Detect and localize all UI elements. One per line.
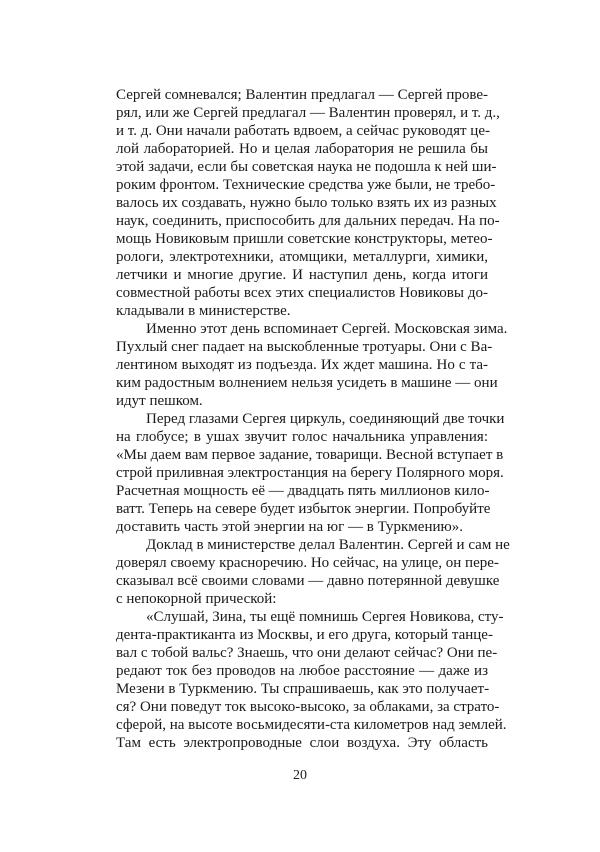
text-line: Расчетная мощность её — двадцать пять миллионов кило-	[116, 483, 490, 499]
text-line: идут пешком.	[116, 393, 203, 409]
text-line: дента-практиканта из Москвы, и его друга, который танце-	[116, 627, 493, 643]
text-line: лентином выходят из подъезда. Их ждет машина. Но с та-	[116, 357, 488, 373]
text-line: Доклад в министерстве делал Валентин. Сергей и сам не	[146, 537, 510, 553]
text-line: летчики и многие другие. И наступил день, когда итоги	[116, 267, 488, 283]
text-line: лой лабораторией. Но и целая лаборатория не решила бы	[116, 141, 488, 157]
text-line: валось их создавать, нужно было только взять их из разных	[116, 195, 497, 211]
text-line: сказывал всё своими словами — давно потерянной девушке	[116, 573, 500, 589]
paragraph	[116, 86, 500, 320]
text-line: рологи, электротехники, атомщики, металлурги, химики,	[116, 249, 488, 265]
body-text	[116, 86, 510, 752]
text-line: вал с тобой вальс? Знаешь, что они делают сейчас? Они пе-	[116, 645, 498, 661]
text-line: Пухлый снег падает на выскобленные тротуары. Они с Ва-	[116, 339, 493, 355]
text-line: рял, или же Сергей предлагал — Валентин проверял, и т. д.,	[116, 105, 500, 121]
text-line: ватт. Теперь на севере будет избыток энергии. Попробуйте	[116, 501, 491, 517]
text-line: кладывали в министерстве.	[116, 303, 291, 319]
text-line: этой задачи, если бы советская наука не подошла к ней ши-	[116, 159, 497, 175]
text-line: на глобусе; в ушах звучит голос начальника управления:	[116, 429, 488, 445]
text-line: «Мы даем вам первое задание, товарищи. Весной вступает в	[116, 447, 504, 463]
text-line: с непокорной прической:	[116, 591, 277, 607]
text-line: Там есть электропроводные слои воздуха. Эту область	[116, 735, 488, 751]
text-line: доверял своему красноречию. Но сейчас, на улице, он пере-	[116, 555, 499, 571]
text-line: редают ток без проводов на любое расстояние — даже из	[116, 663, 488, 679]
text-line: ким радостным волнением нельзя усидеть в машине — они	[116, 375, 498, 391]
text-line: мощь Новиковым пришли советские конструкторы, метео-	[116, 231, 493, 247]
text-line: наук, соединить, приспособить для дальних передач. На по-	[116, 213, 500, 229]
text-line: строй приливная электростанция на берегу Полярного моря.	[116, 465, 504, 481]
text-line: сферой, на высоте восьмидесяти-ста километров над землей.	[116, 717, 507, 733]
paragraph	[116, 536, 510, 608]
text-line: ся? Они поведут ток высоко-высоко, за облаками, за страто-	[116, 699, 500, 715]
text-line: «Слушай, Зина, ты ещё помнишь Сергея Новикова, сту-	[146, 609, 504, 625]
paragraph	[116, 410, 505, 536]
text-line: доставить часть этой энергии на юг — в Туркмению».	[116, 519, 463, 535]
paragraph	[116, 320, 508, 410]
text-line: Именно этот день вспоминает Сергей. Московская зима.	[146, 321, 508, 337]
text-line: совместной работы всех этих специалистов Новиковы до-	[116, 285, 488, 301]
paragraph	[116, 608, 507, 752]
text-line: Перед глазами Сергея циркуль, соединяющий две точки	[146, 411, 505, 427]
page-number: 20	[293, 768, 307, 783]
text-line: роким фронтом. Технические средства уже были, не требо-	[116, 177, 496, 193]
text-line: Сергей сомневался; Валентин предлагал — Сергей прове-	[116, 87, 488, 103]
text-line: и т. д. Они начали работать вдвоем, а сейчас руководят це-	[116, 123, 490, 139]
text-line: Мезени в Туркмению. Ты спрашиваешь, как это получает-	[116, 681, 490, 697]
